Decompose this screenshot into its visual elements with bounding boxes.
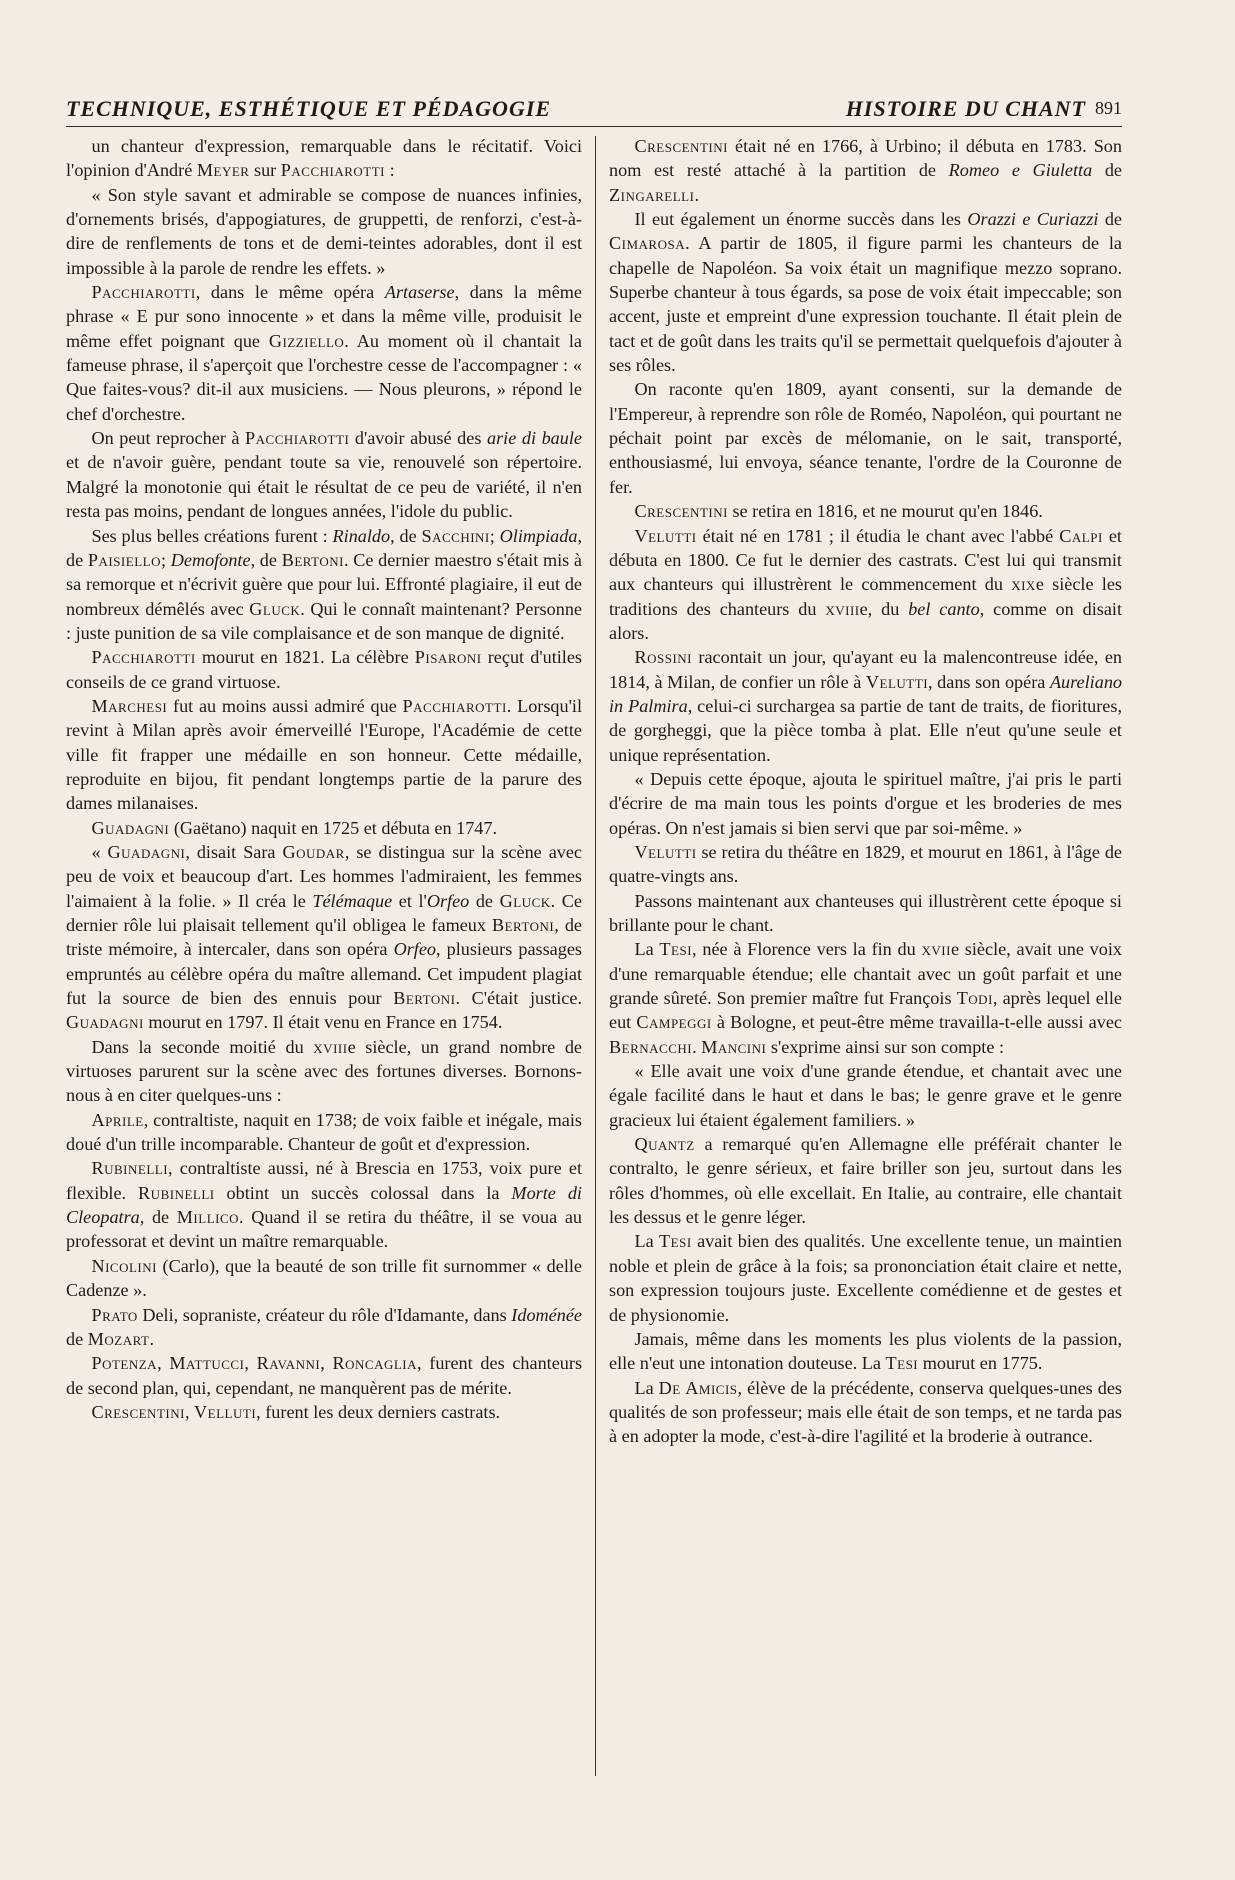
paragraph xyxy=(609,1059,1122,1132)
name-smallcaps: Pacchiarotti xyxy=(91,282,196,303)
paragraph xyxy=(66,280,582,426)
title-italic: Télémaque xyxy=(312,890,393,911)
text-run: (Gaëtano) naquit en 1725 et débuta en 1747. xyxy=(169,817,498,838)
paragraph xyxy=(66,694,582,816)
paragraph xyxy=(609,134,1122,207)
name-smallcaps: Bertoni xyxy=(393,988,456,1009)
paragraph xyxy=(609,524,1122,646)
name-smallcaps: Velutti xyxy=(634,525,697,546)
paragraph xyxy=(609,767,1122,840)
text-run: « Elle avait une voix d'une grande étendue, et chantait avec une égale facilité dans le haut et dans le bas; le genre grave et le genre gracieux lui étaient également familiers. » xyxy=(609,1061,1122,1130)
text-run: Passons maintenant aux chanteuses qui illustrèrent cette époque si brillante pour le chant. xyxy=(609,890,1122,935)
text-run: était né en 1766, à Urbino; il débuta en 1783. Son nom est resté attaché à la partition de xyxy=(609,136,1122,181)
text-run: , xyxy=(320,1353,333,1374)
name-smallcaps: Sacchini xyxy=(421,525,490,546)
text-run: , furent des chanteurs de second plan, qui, cependant, ne manquèrent pas de mérite. xyxy=(66,1353,583,1398)
text-run: . Ce dernier maestro s'était mis à sa remorque et n'écrivit guère que pour lui. Effronté plagiaire, il eut de nombreux démêlés avec xyxy=(66,549,582,619)
name-smallcaps: Rubinelli xyxy=(91,1158,169,1179)
text-run: ; xyxy=(489,525,500,546)
text-run: , plusieurs passages empruntés au célèbre opéra du maître allemand. Cet impudent plagiat fut la source de bien des ennuis pour xyxy=(66,939,582,1009)
text-run: On peut reprocher à xyxy=(91,428,246,449)
text-run: . xyxy=(694,184,699,205)
name-smallcaps: xvii xyxy=(921,939,951,960)
text-run: mourut en 1821. La célèbre xyxy=(195,647,415,668)
paragraph xyxy=(66,524,582,646)
name-smallcaps: Rubinelli xyxy=(138,1182,215,1203)
paragraph xyxy=(66,816,582,840)
name-smallcaps: Pisaroni xyxy=(414,647,482,668)
text-run: , de xyxy=(139,1207,177,1228)
name-smallcaps: Aprile xyxy=(91,1109,144,1130)
text-run: , élève de la précédente, conserva quelques-unes des qualités de son professeur; mais elle était de son temps, et ne tarda pas à en adopter la mode, c'est-à-dire l'agilité et la broderie à outrance. xyxy=(609,1377,1123,1447)
name-smallcaps: Ravanni xyxy=(256,1353,321,1374)
text-run: Il eut également un énorme succès dans les xyxy=(634,209,968,230)
text-run: , dans le même opéra xyxy=(195,282,385,303)
name-smallcaps: Crescentini xyxy=(634,501,728,522)
paragraph xyxy=(609,499,1122,523)
text-run: e siècle les traditions des chanteurs du xyxy=(609,574,1122,619)
title-italic: bel canto xyxy=(908,598,980,619)
text-run: e siècle, un grand nombre de virtuoses parurent sur la scène avec des fortunes diverses. Bornons-nous à en citer quelques-uns : xyxy=(66,1036,582,1106)
title-italic: Olimpiada xyxy=(499,525,578,546)
name-smallcaps: Mancini xyxy=(701,1036,767,1057)
paragraph xyxy=(609,1327,1122,1376)
text-run: fut au moins aussi admiré que xyxy=(167,695,403,716)
paragraph xyxy=(66,1400,582,1424)
paragraph xyxy=(66,840,582,1035)
text-run: d'avoir abusé des xyxy=(349,428,487,449)
text-run: . C'était justice. xyxy=(455,988,582,1009)
text-run: « Depuis cette époque, ajouta le spirituel maître, j'ai pris le parti d'écrire de ma main tous les points d'orgue et les broderies de mes opéras. On n'est jamais si bien servi que par soi-même. » xyxy=(609,768,1122,838)
text-run: était né en 1781 ; il étudia le chant avec l'abbé xyxy=(696,525,1060,546)
name-smallcaps: Gluck xyxy=(499,890,551,911)
name-smallcaps: Velutti xyxy=(634,841,697,862)
text-run: avait bien des qualités. Une excellente tenue, un maintien noble et plein de grâce à la fois; sa prononciation était claire et nette, son expression toujours juste. Excellente comédienne et de gestes et de physionomie. xyxy=(609,1231,1122,1325)
name-smallcaps: Pacchiarotti xyxy=(280,160,386,181)
text-run: , de xyxy=(66,525,582,570)
title-italic: Orazzi e Curiazzi xyxy=(967,209,1099,230)
column-divider xyxy=(595,136,596,1776)
text-run: mourut en 1775. xyxy=(918,1353,1043,1374)
name-smallcaps: Tesi xyxy=(885,1353,919,1374)
text-run: Ses plus belles créations furent : xyxy=(91,525,333,546)
header-right-title: HISTOIRE DU CHANT xyxy=(845,96,1086,121)
name-smallcaps: Todi xyxy=(956,988,993,1009)
paragraph xyxy=(66,1303,582,1352)
name-smallcaps: Velluti xyxy=(194,1401,257,1422)
name-smallcaps: Pacchiarotti xyxy=(91,647,196,668)
name-smallcaps: Zingarelli xyxy=(609,184,695,205)
text-run: , après lequel elle eut xyxy=(609,988,1122,1033)
name-smallcaps: Potenza xyxy=(91,1353,158,1374)
text-run: La xyxy=(634,939,660,960)
text-run: , dans son opéra xyxy=(928,671,1050,692)
paragraph xyxy=(609,1132,1122,1229)
paragraph xyxy=(66,426,582,523)
text-run: , disait Sara xyxy=(185,841,283,862)
title-italic: Romeo e Giuletta xyxy=(948,160,1093,181)
paragraph xyxy=(66,1351,582,1400)
text-run: e siècle, avait une voix d'une remarquable étendue; elle chantait avec un goût parfait et une grande sûreté. Son premier maître fut François xyxy=(609,939,1122,1009)
name-smallcaps: Campeggi xyxy=(636,1012,712,1033)
paragraph xyxy=(66,645,582,694)
name-smallcaps: xix xyxy=(1011,574,1036,595)
name-smallcaps: Bernacchi xyxy=(609,1036,693,1057)
paragraph xyxy=(609,1376,1122,1449)
paragraph xyxy=(609,937,1122,1059)
text-run: , contraltiste, naquit en 1738; de voix faible et inégale, mais doué d'un trille incomparable. Chanteur de goût et d'expression. xyxy=(66,1109,582,1155)
name-smallcaps: Marchesi xyxy=(91,695,168,716)
text-run: obtint un succès colossal dans la xyxy=(214,1182,512,1203)
name-smallcaps: Meyer xyxy=(196,160,250,181)
paragraph xyxy=(66,1156,582,1253)
text-run: se retira du théâtre en 1829, et mourut en 1861, à l'âge de quatre-vingts ans. xyxy=(609,841,1122,887)
text-run: , contraltiste aussi, né à Brescia en 1753, voix pure et flexible. xyxy=(66,1158,582,1203)
paragraph xyxy=(609,840,1122,889)
paragraph xyxy=(66,183,582,280)
paragraph xyxy=(609,889,1122,938)
name-smallcaps: Prato xyxy=(91,1304,138,1325)
text-run: , xyxy=(157,1353,170,1374)
text-run: . Qui le connaît maintenant? Personne : juste punition de sa vile complaisance et de son manque de dignité. xyxy=(66,598,582,643)
text-run: , furent les deux derniers castrats. xyxy=(256,1401,501,1422)
paragraph xyxy=(609,207,1122,377)
name-smallcaps: Mattucci xyxy=(169,1353,245,1374)
text-run: « xyxy=(91,841,108,862)
text-run: e, du xyxy=(859,598,909,619)
name-smallcaps: Rossini xyxy=(634,647,692,668)
name-smallcaps: Goudar xyxy=(282,841,345,862)
text-run: . Au moment où il chantait la fameuse phrase, il s'aperçoit que l'orchestre cesse de l'accompagner : « Que faites-vous? dit-il aux musiciens. — Nous pleurons, » répond le chef d'orchestre. xyxy=(66,330,582,424)
name-smallcaps: Millico xyxy=(176,1207,240,1228)
left-column xyxy=(66,134,582,1424)
name-smallcaps: Cimarosa xyxy=(609,233,686,254)
text-run: de xyxy=(1092,160,1123,181)
name-smallcaps: Crescentini xyxy=(91,1401,185,1422)
text-run: de xyxy=(66,1328,88,1349)
name-smallcaps: Calpi xyxy=(1059,525,1103,546)
text-run: Deli, sopraniste, créateur du rôle d'Idamante, dans xyxy=(137,1304,512,1325)
name-smallcaps: Quantz xyxy=(634,1134,695,1155)
paragraph xyxy=(66,1254,582,1303)
title-italic: Orfeo xyxy=(426,890,470,911)
name-smallcaps: xviii xyxy=(825,598,860,619)
name-smallcaps: Paisiello xyxy=(87,549,161,570)
name-smallcaps: Pacchiarotti xyxy=(245,428,350,449)
text-run: a remarqué qu'en Allemagne elle préférait chanter le contralto, le genre sérieux, et faire briller son jeu, surtout dans les rôles d'hommes, où elle excellait. En Italie, au contraire, elle chantait les dessus et le genre léger. xyxy=(609,1134,1122,1228)
text-run: de xyxy=(469,890,500,911)
text-run: , de triste mémoire, à intercaler, dans son opéra xyxy=(66,915,582,960)
text-run: . Quand il se retira du théâtre, il se voua au professorat et devint un maître remarquable. xyxy=(66,1207,582,1252)
text-run: et l' xyxy=(392,890,427,911)
text-run: reçut d'utiles conseils de ce grand virtuose. xyxy=(66,647,583,692)
name-smallcaps: Bertoni xyxy=(491,915,555,935)
text-run: (Carlo), que la beauté de son trille fit surnommer « delle Cadenze ». xyxy=(66,1255,582,1301)
paragraph xyxy=(609,1229,1122,1326)
paragraph xyxy=(609,377,1122,499)
text-run: , de xyxy=(390,525,422,546)
text-run: et de n'avoir guère, pendant toute sa vie, renouvelé son répertoire. Malgré la monotonie qui était le résultat de ce peu de variété, il n'en resta pas moins, pendant de longues années, l'idole du public. xyxy=(66,452,582,522)
text-run: « Son style savant et admirable se compose de nuances infinies, d'ornements brisés, d'appogiatures, de gruppetti, de renforzi, c'est-à-dire de renflements de tons et de demi-teintes adorables, dont il est impossible à la parole de rendre les effets. » xyxy=(66,184,582,278)
name-smallcaps: Guadagni xyxy=(91,817,170,838)
text-run: . Lorsqu'il revint à Milan après avoir émerveillé l'Europe, l'Académie de cette ville fit frapper une médaille en son honneur. Cette médaille, reproduite en bijou, fit pendant longtemps partie de la parure des dames milanaises. xyxy=(66,695,582,814)
name-smallcaps: Roncaglia xyxy=(332,1353,418,1374)
text-run: mourut en 1797. Il était venu en France en 1754. xyxy=(143,1012,503,1033)
paragraph xyxy=(609,645,1122,767)
text-run: et débuta en 1800. Ce fut le dernier des castrats. C'est lui qui transmit aux chanteurs qui illustrèrent le commencement du xyxy=(609,525,1122,595)
text-run: , née à Florence vers la fin du xyxy=(692,939,922,960)
name-smallcaps: Gizziello xyxy=(268,330,345,351)
text-run: La xyxy=(634,1231,660,1252)
name-smallcaps: Tesi xyxy=(659,939,693,960)
name-smallcaps: Mozart xyxy=(87,1328,150,1349)
text-run: : xyxy=(385,160,395,181)
text-run: La xyxy=(634,1377,659,1398)
text-run: , dans la même phrase « E pur sono innocente » et dans la même ville, produisit le même effet poignant que xyxy=(66,282,582,351)
text-run: . xyxy=(692,1036,702,1057)
title-italic: arie di baule xyxy=(486,428,582,449)
text-run: , comme on disait alors. xyxy=(609,598,1123,643)
title-italic: Aureliano in Palmira xyxy=(609,671,1123,716)
name-smallcaps: Velutti xyxy=(865,671,929,692)
name-smallcaps: Guadagni xyxy=(66,1012,144,1033)
text-run: , de xyxy=(250,549,282,570)
title-italic: Orfeo xyxy=(393,939,436,960)
text-run: s'exprime ainsi sur son compte : xyxy=(766,1036,1005,1057)
text-run: un chanteur d'expression, remarquable dans le récitatif. Voici l'opinion d'André xyxy=(66,136,582,181)
paragraph xyxy=(66,1035,582,1108)
text-run: , xyxy=(244,1353,257,1374)
text-run: ; xyxy=(160,549,171,570)
text-run: à Bologne, et peut-être même travailla-t-elle aussi avec xyxy=(711,1012,1122,1033)
text-run: sur xyxy=(249,160,281,181)
text-run: . A partir de 1805, il figure parmi les chanteurs de la chapelle de Napoléon. Sa voix était un magnifique mezzo soprano. Superbe chanteur à tous égards, sa pose de voix était impeccable; son accent, juste et empreint d'une expression touchante. Il était plein de tact et de goût dans les traits qu'il se permettait quelquefois d'ajouter à ses rôles. xyxy=(609,233,1122,376)
name-smallcaps: Gluck xyxy=(249,598,301,619)
name-smallcaps: xviii xyxy=(313,1036,348,1057)
name-smallcaps: Nicolini xyxy=(91,1255,157,1276)
text-run: , se distingua sur la scène avec peu de voix et beaucoup d'art. Les hommes l'admiraient, les femmes l'aimaient à la folie. » Il créa le xyxy=(66,841,583,911)
text-run: . Ce dernier rôle lui plaisait tellement qu'il obligea le fameux xyxy=(66,890,582,935)
text-run: se retira en 1816, et ne mourut qu'en 1846. xyxy=(727,501,1043,522)
running-header xyxy=(66,92,1122,127)
paragraph xyxy=(66,1108,582,1157)
name-smallcaps: Crescentini xyxy=(634,136,728,156)
text-run: Dans la seconde moitié du xyxy=(91,1036,314,1057)
text-run: , celui-ci surchargea sa partie de tant de traits, de fioritures, de gorgheggi, que la pièce tomba à plat. Elle n'eut qu'une seule et unique représentation. xyxy=(609,695,1122,765)
name-smallcaps: Tesi xyxy=(659,1231,692,1252)
header-left-title: TECHNIQUE, ESTHÉTIQUE ET PÉDAGOGIE xyxy=(66,96,552,121)
text-run: racontait un jour, qu'ayant eu la malencontreuse idée, en 1814, à Milan, de confier un rôle à xyxy=(609,647,1122,692)
name-smallcaps: De Amicis xyxy=(658,1377,738,1398)
title-italic: Artaserse xyxy=(384,282,455,303)
name-smallcaps: Guadagni xyxy=(107,841,186,862)
name-smallcaps: Bertoni xyxy=(281,549,344,570)
text-run: On raconte qu'en 1809, ayant consenti, sur la demande de l'Empereur, à reprendre son rôle de Roméo, Napoléon, qui pourtant ne péchait point par excès de mélomanie, on le sait, transporté, enthousiasmé, lui envoya, séance tenante, l'ordre de la Couronne de fer. xyxy=(609,379,1122,497)
text-run: de xyxy=(1098,209,1122,230)
right-column xyxy=(609,134,1122,1449)
title-italic: Idoménée xyxy=(511,1304,582,1325)
page-number: 891 xyxy=(1095,98,1122,118)
text-run: , xyxy=(184,1401,195,1422)
title-italic: Morte di Cleopatra xyxy=(66,1182,582,1228)
name-smallcaps: Pacchiarotti xyxy=(402,695,507,716)
text-run: . xyxy=(149,1328,154,1349)
title-italic: Rinaldo xyxy=(332,525,391,546)
title-italic: Demofonte xyxy=(170,549,251,570)
paragraph xyxy=(66,134,582,183)
text-run: Jamais, même dans les moments les plus violents de la passion, elle n'eut une intonation douteuse. La xyxy=(609,1328,1122,1374)
